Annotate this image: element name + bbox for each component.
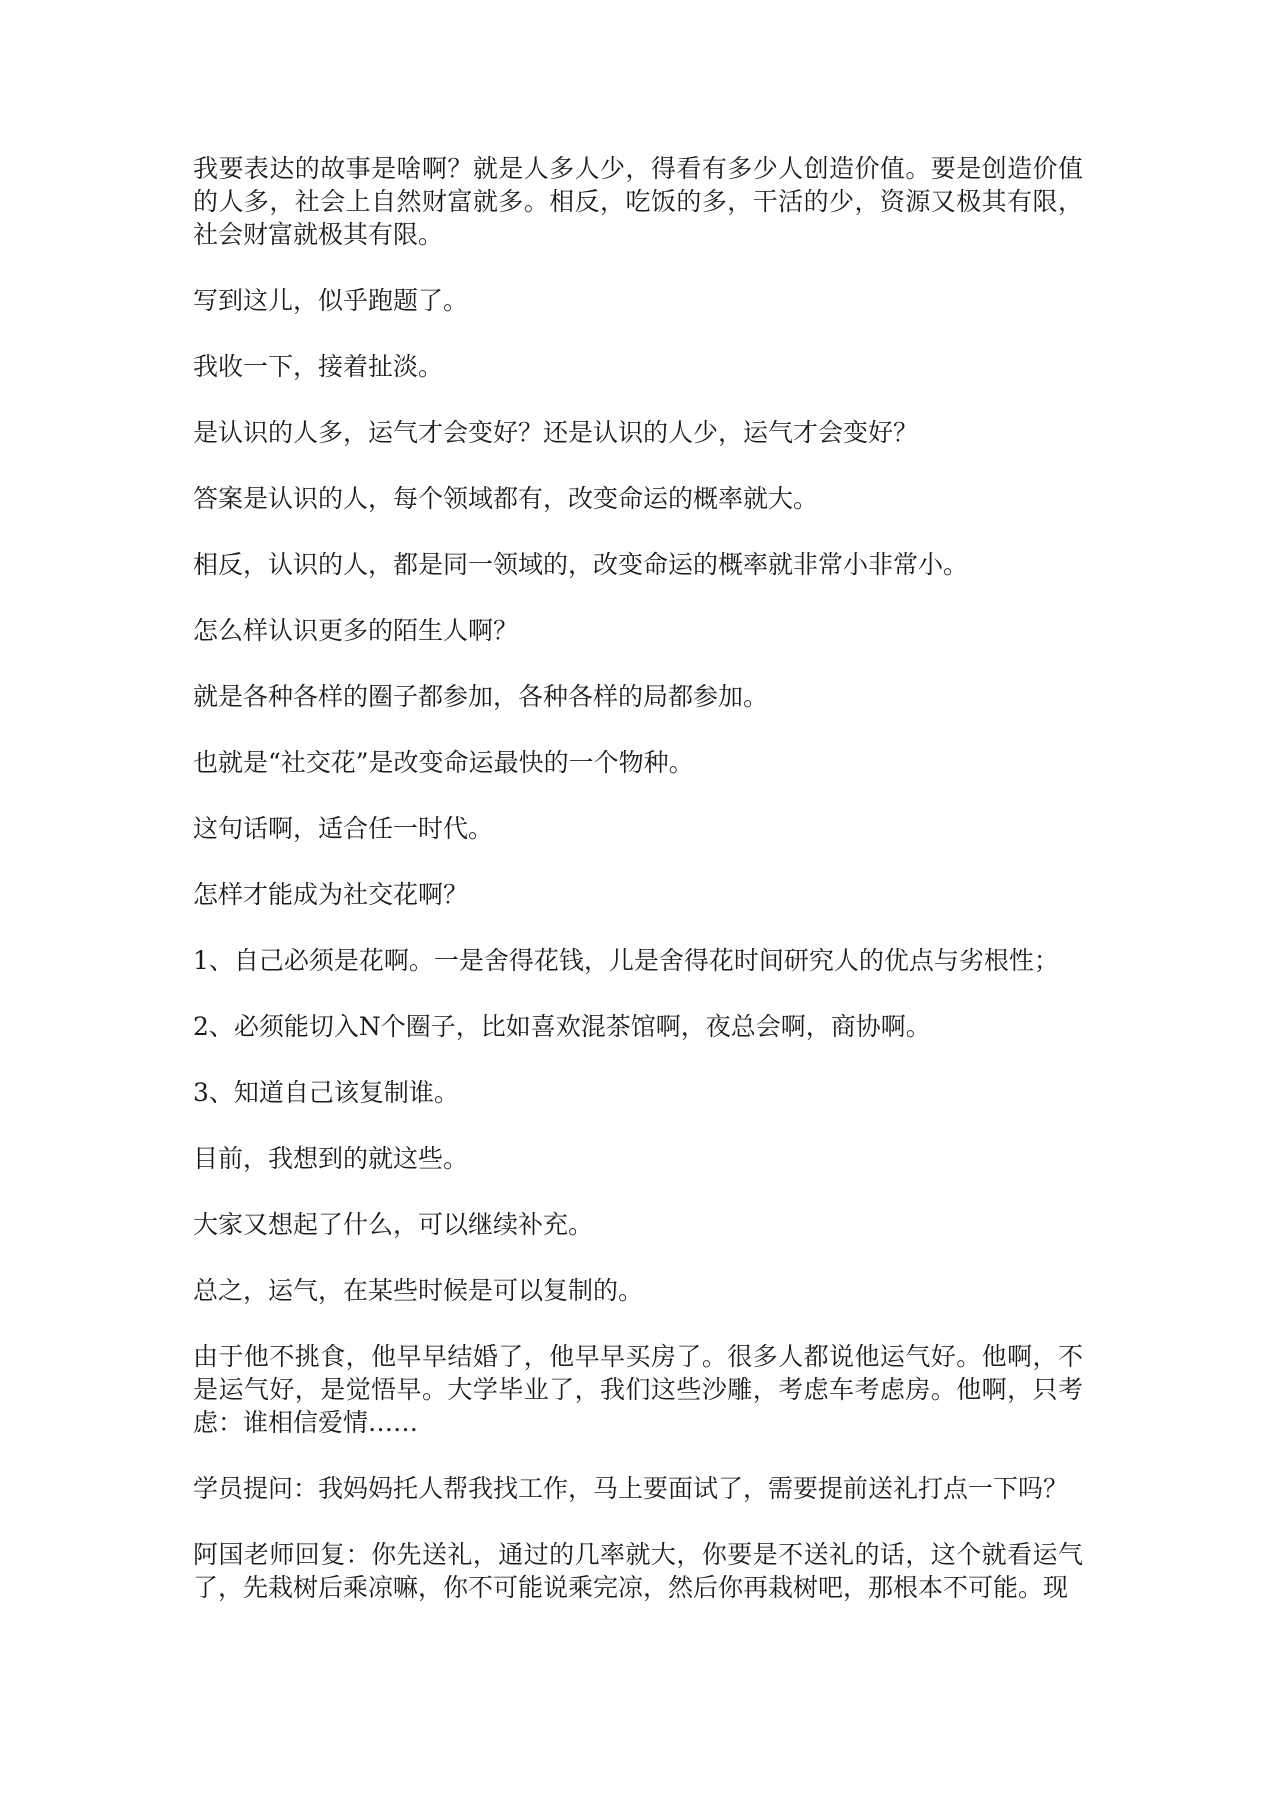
paragraph: 由于他不挑食，他早早结婚了，他早早买房了。很多人都说他运气好。他啊，不是运气好，是觉悟早。大学毕业了，我们这些沙雕，考虑车考虑房。他啊，只考虑：谁相信爱情…… <box>193 1342 1083 1437</box>
paragraph: 相反，认识的人，都是同一领域的，改变命运的概率就非常小非常小。 <box>193 550 969 579</box>
answer-paragraph: 阿国老师回复：你先送礼，通过的几率就大，你要是不送礼的话，这个就看运气了，先栽树后乘凉嘛，你不可能说乘完凉，然后你再栽树吧，那根本不可能。现 <box>193 1540 1083 1602</box>
paragraph: 怎么样认识更多的陌生人啊？ <box>193 616 519 645</box>
paragraph: 也就是“社交花”是改变命运最快的一个物种。 <box>193 748 694 777</box>
list-item: 2、必须能切入N个圈子，比如喜欢混茶馆啊，夜总会啊，商协啊。 <box>193 1012 931 1041</box>
paragraph: 就是各种各样的圈子都参加，各种各样的局都参加。 <box>193 682 769 711</box>
paragraph: 我收一下，接着扯淡。 <box>193 352 444 381</box>
paragraph: 怎样才能成为社交花啊？ <box>193 880 469 909</box>
paragraph: 我要表达的故事是啥啊？就是人多人少，得看有多少人创造价值。要是创造价值的人多，社会上自然财富就多。相反，吃饭的多，干活的少，资源又极其有限，社会财富就极其有限。 <box>193 154 1083 249</box>
list-item: 1、自己必须是花啊。一是舍得花钱，儿是舍得花时间研究人的优点与劣根性； <box>193 946 1059 975</box>
paragraph: 目前，我想到的就这些。 <box>193 1144 469 1173</box>
list-item: 3、知道自己该复制谁。 <box>193 1078 459 1107</box>
paragraph: 这句话啊，适合任一时代。 <box>193 814 494 843</box>
paragraph: 是认识的人多，运气才会变好？还是认识的人少，运气才会变好？ <box>193 418 919 447</box>
paragraph: 大家又想起了什么，可以继续补充。 <box>193 1210 594 1239</box>
paragraph: 答案是认识的人，每个领域都有，改变命运的概率就大。 <box>193 484 819 513</box>
body-text <box>193 152 1083 1637</box>
paragraph: 写到这儿，似乎跑题了。 <box>193 286 469 315</box>
question-paragraph: 学员提问：我妈妈托人帮我找工作，马上要面试了，需要提前送礼打点一下吗？ <box>193 1474 1069 1503</box>
paragraph: 总之，运气，在某些时候是可以复制的。 <box>193 1276 644 1305</box>
